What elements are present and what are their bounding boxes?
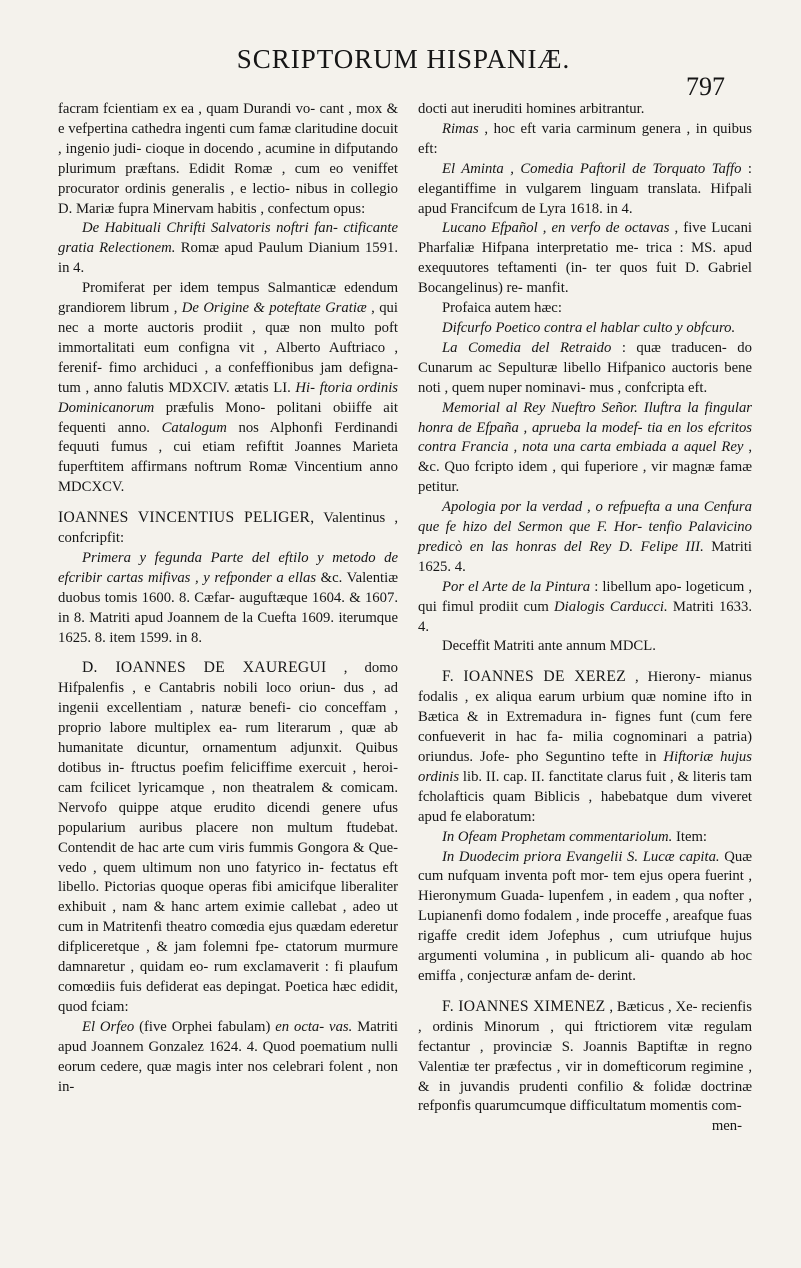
author-name: F. IOANNES XIMENEZ	[442, 997, 606, 1015]
entry-heading: F. IOANNES XIMENEZ , Bæticus , Xe- recienfis , ordinis Minorum , qui ftrictiorem vitæ regulam fectantur , provinciæ S. Joannis Baptiftæ in regno Valentiæ ter præfectus , vir in domefticorum regimine , & in juvandis prudenti confilio & folidæ doctrinæ refponfis quarumcumque difficultatum momentis com-	[418, 997, 752, 1115]
work-title: Dialogis Carducci.	[554, 598, 668, 615]
work-title: en octa- vas.	[275, 1018, 353, 1035]
paragraph: La Comedia del Retraido : quæ traducen- do Cunarum ac Sepulturæ libello Hifpanico auctoris bene noti , quem nuper nominavi- mus , confcripta eft.	[418, 339, 752, 396]
paragraph: Primera y fegunda Parte del eftilo y metodo de efcribir cartas mifivas , y refponder a ellas &c. Valentiæ duobus tomis 1600. 8. Cæfar- auguftæque 1604. & 1607. in 8. Matriti apud Joannem de la Cuefta 1609. iterumque 1625. 8. item 1599. in 8.	[58, 549, 399, 646]
paragraph: Promiferat per idem tempus Salmanticæ edendum grandiorem librum , De Origine & poteftate Gratiæ , qui nec a morte auctoris prodiit , quæ non multo poft immortalitati eum configna vit , Alberto Auftriaco , ferenif- fimo archiduci , a confeffionibus jam defigna- tum , anno falutis MDXCIV. ætatis LI. Hi- ftoria ordinis Dominicanorum præfulis Mono- politani obiiffe ait fequenti anno. Catalogum nos Alphonfi Ferdinandi fequuti fumus , cui etiam refiftit Joannes Marieta fuperftitem affirmans noftrum Romæ Vincentium anno MDCXCV.	[58, 280, 399, 496]
work-title: Memorial al Rey Nueftro Señor. Iluftra la fingular honra de Efpaña , aprueba la modef- tia en los efcritos contra Francia , nota una carta embiada a aquel Rey	[418, 399, 752, 456]
author-name: IOANNES VINCENTIUS PELIGER,	[58, 509, 315, 527]
paragraph: El Orfeo (five Orphei fabulam) en octa- vas. Matriti apud Joannem Gonzalez 1624. 4. Quod poematium nulli eorum cedere, quæ magis inter nos celebrari folent , non in-	[58, 1018, 398, 1095]
author-name: F. IOANNES DE XEREZ	[442, 668, 627, 686]
entry-heading: D. IOANNES DE XAUREGUI , domo Hifpalenfis , e Cantabris nobili loco oriun- dus , ad ingenii excellentiam , naturæ benefi- cio conceffam , proprio labore multiplex ea- rum literarum , quæ ab humanitate dicuntur, ornamentum adjunxit. Quibus dotibus in- ftructus poefim feliciffime exercuit , heroi- cam fcilicet lyricamque , non theatralem & comicam. Nervofo quippe atque erudito dicendi genere ufus popularium auribus placere non multum ftudebat. Contendit de hac arte cum viris fummis Gongora & Que- vedo , quem ultimum non uno fatyrico in- fectatus eft libello. Pictorias quoque operas fibi amicifque liberaliter exhibuit , nam & hanc artem eximie callebat , adeo ut cum in Matritenfi theatro comœdia ejus quædam ederetur difpliceretque , & jam folemni fpe- ctatorum murmure damnaretur , quidam eo- rum exclamaverit : fi plaufum comœdiis fuis defiderat eas depingat. Poetica hæc edidit, quod fciam:	[58, 659, 398, 1015]
paragraph: docti aut ineruditi homines arbitrantur.	[418, 101, 645, 117]
paragraph: Apologia por la verdad , o refpuefta a una Cenfura que fe hizo del Sermon que F. Hor- tenfio Palavicino predicò en las honras del Rey D. Felipe III. Matriti 1625. 4.	[418, 499, 752, 575]
work-title: Hiftoriæ hujus ordinis	[418, 749, 752, 785]
paragraph: De Habituali Chrifti Salvatoris noftri fan- ctificante gratia Relectionem. Romæ apud Paulum Dianium 1591. in 4.	[58, 220, 398, 277]
paragraph: Deceffit Matriti ante annum MDCL.	[442, 638, 656, 655]
paragraph: El Aminta , Comedia Paftoril de Torquato Taffo : elegantiffime in vulgarem linguam translata. Hifpali apud Francifcum de Lyra 1618. in 4.	[418, 160, 752, 217]
work-title: El Aminta , Comedia Paftoril de Torquato Taffo	[442, 160, 742, 177]
paragraph: facram fcientiam ex ea , quam Durandi vo- cant , mox & e vefpertina cathedra ingenti cum famæ claritudine docuit , ingenio judi- cioque in docendo , acumine in difputando plurimum præftans. Edidit Romæ , cum eo veniffet procurator ordinis generalis , e lectio- nibus in collegio D. Mariæ fupra Minervam habitis , confectum opus:	[58, 101, 398, 217]
left-column	[58, 100, 398, 1097]
entry-heading: F. IOANNES DE XEREZ , Hierony- mianus fodalis , ex aliqua earum urbium quæ nomine ifto in Bætica & in Extremadura in- fignes funt (cum fere confueverit in hac fa- milia cognominari a patria) oriundus. Jofe- pho Seguntino tefte in Hiftoriæ hujus ordinis lib. II. cap. II. fanctitate clarus fuit , & literis tam fcholafticis quam Biblicis , habebatque dum viveret apud fe elaboratum:	[418, 668, 752, 825]
work-title: In Ofeam Prophetam commentariolum.	[442, 828, 673, 845]
paragraph: Lucano Efpañol , en verfo de octavas , five Lucani Pharfaliæ Hifpana interpretatio me- trica : MS. apud exequutores teftamenti (in- ter quos fuit D. Gabriel Bocangelinus) re- manfit.	[418, 220, 752, 297]
running-title: SCRIPTORUM HISPANIÆ.	[236, 44, 571, 74]
work-title: Hi- ftoria ordinis Dominicanorum	[58, 379, 399, 416]
work-title: Apologia por la verdad , o refpuefta a una Cenfura que fe hizo del Sermon que F. Hor- tenfio Palavicino predicò en las honras del Rey D. Felipe III.	[418, 499, 752, 555]
work-title: In Duodecim priora Evangelii S. Lucæ capita.	[442, 848, 720, 865]
paragraph: In Ofeam Prophetam commentariolum. Item:	[442, 828, 708, 845]
work-title: De Origine & poteftate Gratiæ	[181, 300, 367, 317]
entry-heading: IOANNES VINCENTIUS PELIGER, Valentinus , confcripfit:	[58, 509, 398, 547]
paragraph: In Duodecim priora Evangelii S. Lucæ capita. Quæ cum nufquam inventa poft mor- tem ejus opera fuerint , Hieronymum Guada- lupenfem , in eadem , qua nofter , Lupianenfi domo fodalem , inde proceffe , areafque fuas rigaffe credit idem Jofephus , cum utriufque hujus argumenti volumina , in publicum ali- quando ab hoc emiffa , conjecturæ anfam de- derint.	[418, 848, 752, 984]
work-title: Difcurfo Poetico contra el hablar culto y obfcuro.	[442, 319, 736, 336]
paragraph: Por el Arte de la Pintura : libellum apo- logeticum , qui fimul prodiit cum Dialogis Carducci. Matriti 1633. 4.	[418, 578, 753, 635]
paragraph	[418, 319, 752, 339]
right-column	[418, 100, 752, 1137]
work-title: Catalogum	[161, 419, 227, 436]
work-title: La Comedia del Retraido	[442, 339, 612, 356]
page-number: 797	[686, 72, 725, 101]
work-title: Lucano Efpañol , en verfo de octavas	[442, 220, 670, 237]
work-title: Por el Arte de la Pintura	[442, 578, 591, 595]
paragraph: Rimas , hoc eft varia carminum genera , in quibus eft:	[418, 120, 752, 157]
work-title: Rimas	[442, 120, 479, 137]
paragraph: Profaica autem hæc:	[442, 300, 562, 317]
work-title: Primera y fegunda Parte del eftilo y metodo de efcribir cartas mifivas , y refponder a ellas	[58, 549, 398, 586]
author-name: D. IOANNES DE XAUREGUI	[82, 659, 327, 677]
work-title: De Habituali Chrifti Salvatoris noftri fan- ctificante gratia Relectionem.	[58, 220, 398, 257]
catchword: men-	[711, 1118, 742, 1135]
paragraph: Memorial al Rey Nueftro Señor. Iluftra la fingular honra de Efpaña , aprueba la modef- tia en los efcritos contra Francia , nota una carta embiada a aquel Rey , &c. Quo fcripto idem , qui fuperiore , vir magnæ famæ petitur.	[418, 399, 752, 496]
work-title: El Orfeo	[82, 1018, 135, 1035]
